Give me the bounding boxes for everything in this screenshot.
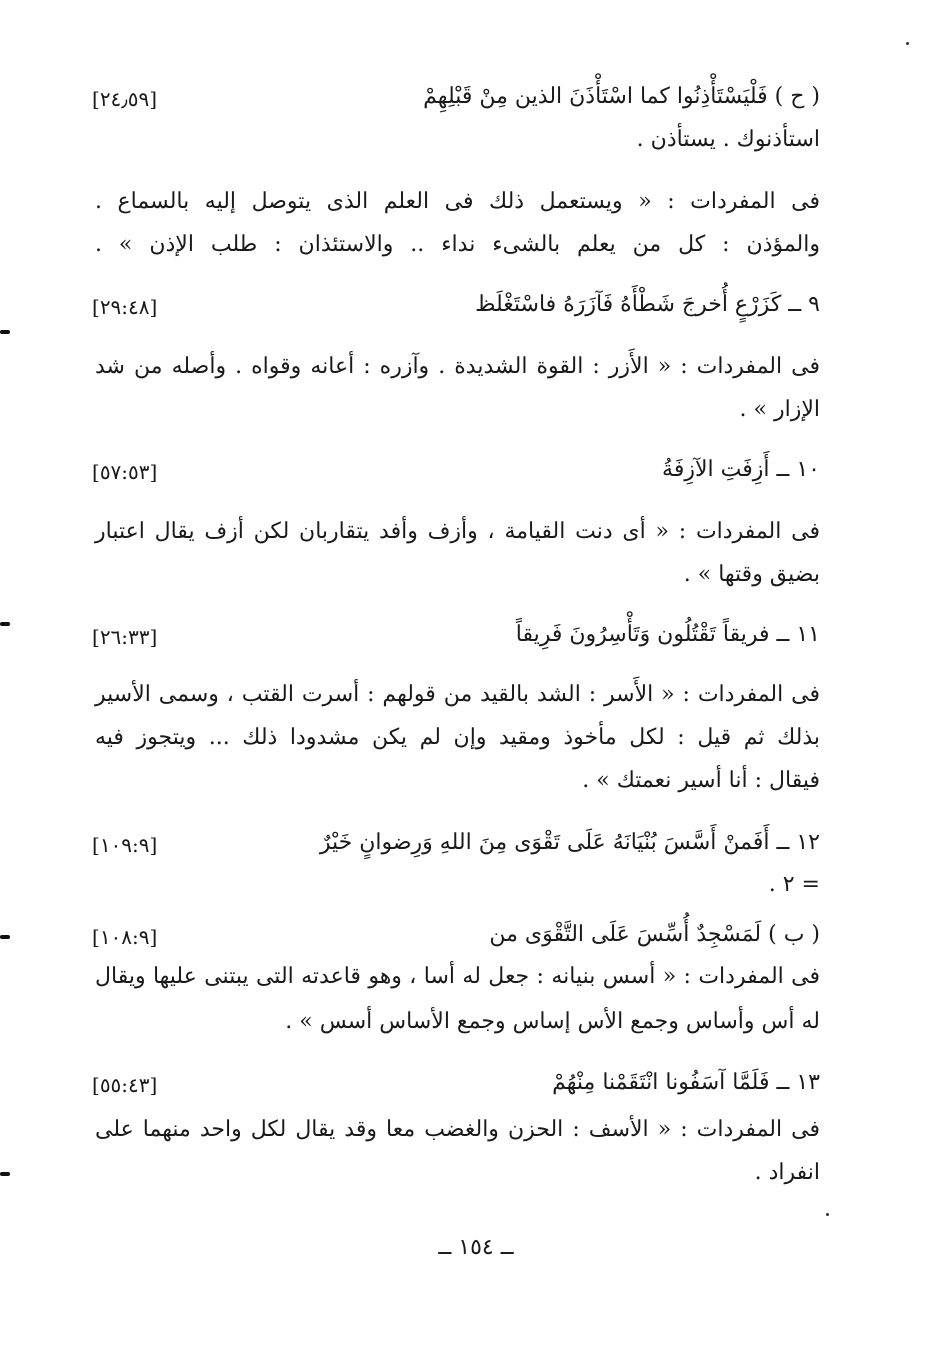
quran-verse-line: ( ح ) فَلْيَسْتَأْذِنُوا كما اسْتَأْذَنَ الذين مِنْ قَبْلِهِمْ: [423, 84, 820, 109]
verse-reference: [١٠٩:٩]: [92, 833, 158, 857]
text-line: له أس وأساس وجمع الأس إساس وجمع الأساس أسس » .: [285, 1009, 820, 1034]
text-line: بضيق وقتها » .: [683, 562, 820, 587]
text-line: الإزار » .: [739, 397, 820, 422]
margin-mark: [0, 1172, 10, 1176]
text-line: والمؤذن : كل من يعلم بالشىء نداء .. والاستئذان : طلب الإذن » .: [95, 232, 820, 257]
margin-mark: [0, 330, 10, 334]
quran-verse-line: ١١ ــ فريقاً تَقْتُلُون وَتَأْسِرُونَ فَرِيقاً: [515, 622, 820, 647]
verse-reference: [٥٥:٤٣]: [92, 1073, 158, 1097]
verse-reference: [٥٧:٥٣]: [92, 460, 158, 484]
verse-reference: [١٠٨:٩]: [92, 925, 158, 949]
text-line: فيقال : أنا أسير نعمتك » .: [582, 768, 820, 793]
text-line: فى المفردات : « الأَزر : القوة الشديدة . وآزره : أعانه وقواه . وأصله من شد: [95, 354, 820, 379]
quran-verse-line: ١٣ ــ فَلَمَّا آسَفُونا انْتَقَمْنا مِنْهُمْ: [552, 1070, 820, 1095]
text-line: فى المفردات : « أسس بنيانه : جعل له أسا ، وهو قاعدته التى يبتنى عليها ويقال: [95, 964, 820, 989]
verse-reference: [٢٦:٣٣]: [92, 625, 158, 649]
margin-mark: [0, 935, 10, 939]
text-line: = ٢ .: [768, 872, 820, 897]
text-line: انفراد .: [754, 1160, 820, 1185]
quran-verse-line: ١٠ ــ أَزِفَتِ الآزِفَةُ: [662, 457, 820, 482]
text-line: فى المفردات : « الأَسر : الشد بالقيد من قولهم : أسرت القتب ، وسمى الأسير: [95, 682, 820, 707]
quran-verse-line: ( ب ) لَمَسْجِدٌ أُسِّسَ عَلَى التَّقْوَى من: [489, 922, 820, 947]
page-number: ــ ١٥٤ ــ: [438, 1235, 514, 1260]
speck: [826, 1213, 829, 1216]
text-line: فى المفردات : « الأسف : الحزن والغضب معا وقد يقال لكل واحد منهما على: [95, 1117, 820, 1142]
speck: [906, 42, 909, 45]
text-line: بذلك ثم قيل : لكل مأخوذ ومقيد وإن لم يكن مشدودا ذلك ... ويتجوز فيه: [95, 725, 820, 750]
quran-verse-line: ٩ ــ كَزَرْعٍ أُخرجَ شَطْأَهُ فَآزَرَهُ فاسْتَغْلَظ: [475, 292, 820, 317]
quran-verse-line: ١٢ ــ أَفَمنْ أَسَّسَ بُنْيَانَهُ عَلَى تَقْوَى مِنَ اللهِ وَرِضوانٍ خَيْرٌ: [319, 830, 820, 855]
margin-mark: [0, 622, 10, 626]
text-line: فى المفردات : « ويستعمل ذلك فى العلم الذى يتوصل إليه بالسماع .: [95, 189, 820, 214]
verse-reference: [٢٤٫٥٩]: [92, 87, 158, 111]
text-line: استأذنوك . يستأذن .: [636, 127, 820, 152]
text-line: فى المفردات : « أى دنت القيامة ، وأزف وأفد يتقاربان لكن أزف يقال اعتبار: [95, 519, 820, 544]
verse-reference: [٢٩:٤٨]: [92, 295, 158, 319]
